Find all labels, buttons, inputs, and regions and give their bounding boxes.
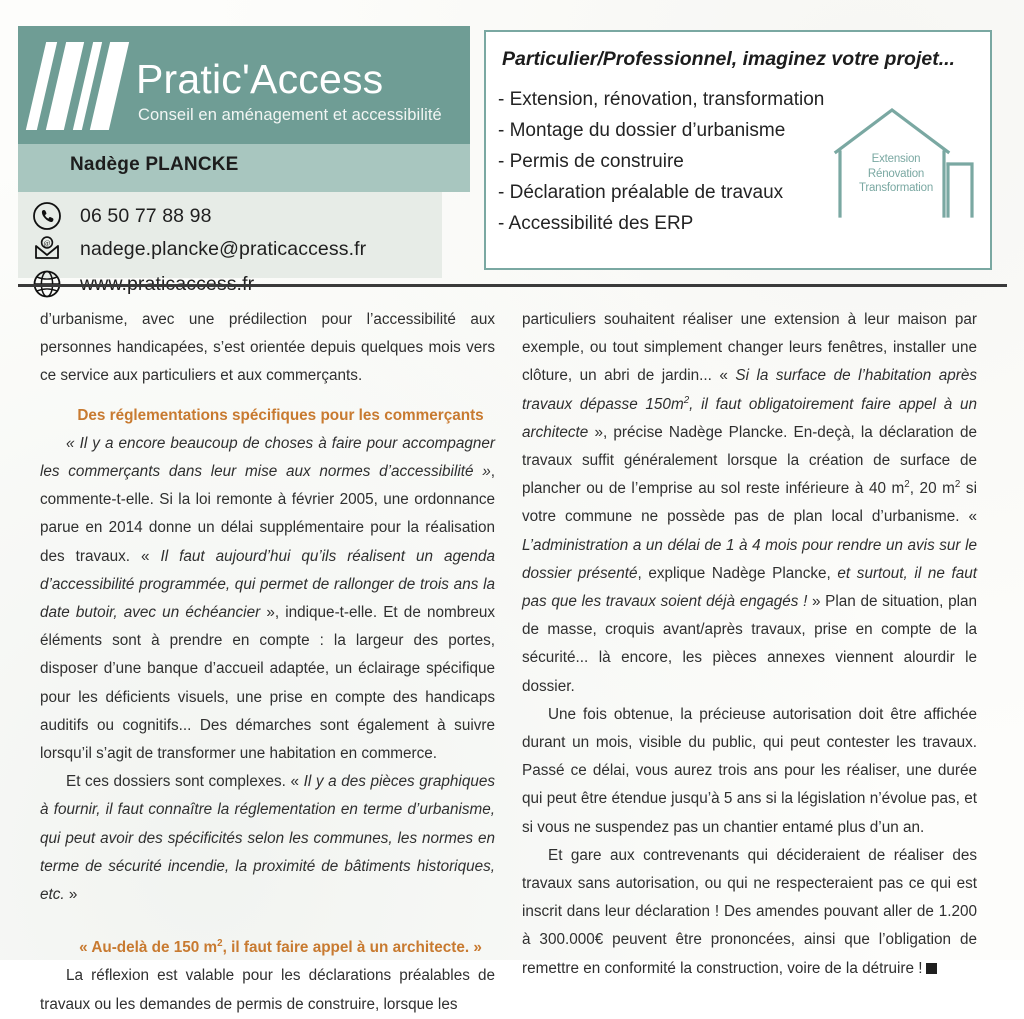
superscript-two: 2 [683,394,690,406]
advert-headline: Particulier/Professionnel, imaginez votre projet... [502,48,955,70]
service-item: - Déclaration préalable de travaux [498,182,784,203]
house-illustration [830,104,976,232]
svg-text:@: @ [43,238,51,248]
paragraph-text: si votre commune ne possède pas de plan local d’urbanisme. « [522,480,977,526]
advert-service-list [498,84,824,239]
paragraph-four [522,306,977,701]
article-right-column [522,306,977,983]
paragraph-six [522,842,977,983]
quote-text: , il faut obligatoirement faire appel à un architecte [522,395,977,441]
superscript-two: 2 [217,938,223,950]
section-divider [18,284,1007,287]
brand-tagline: Conseil en aménagement et accessibilité [138,106,442,124]
contact-phone-row [32,201,212,231]
paragraph-text: , commente-t-elle. Si la loi remonte à février 2005, une ordonnance parue en 2014 donne un délai supplémentaire pour la réalisation des travaux. « [40,463,495,565]
advertisement [18,26,992,279]
house-label: Extension [871,153,921,165]
superscript-two: 2 [904,479,910,491]
praticaccess-logo-icon [34,42,126,130]
article-left-column [40,306,495,1019]
service-item: - Permis de construire [498,151,684,172]
subheading-architecte [40,909,495,962]
quote-text: et surtout, il ne faut pas que les travaux soient déjà engagés ! [522,564,977,611]
paragraph-text: Et gare aux contrevenants qui décideraient de réaliser des travaux sans autorisation, ou qui ne respecteraient pas ce qui est inscrit dans leur déclaration ! Des amendes pouvant aller de 1.200 à 300.000€ peuvent être prononcées, ainsi que l’obligation de remettre en conformité la construction, voire de la détruire ! [522,846,977,977]
paragraph-text: particuliers souhaitent réaliser une extension à leur maison par exemple, ou tout simplement changer leurs fenêtres, installer une clôture, un abri de jardin... « [522,311,977,385]
paragraph-two [40,768,495,909]
house-label-group [844,152,948,196]
paragraph-one [40,430,495,768]
paragraph-text: », indique-t-elle. Et de nombreux éléments sont à prendre en compte : la largeur des portes, disposer d’une banque d’accueil adaptée, un éclairage spécifique pour les déficients visuels, une prise en compte des handicaps auditifs ou cognitifs... Des démarches sont également à suivre lorsqu’il s’agit de transformer une habitation en commerce. [40,604,495,763]
quote-text: Il y a des pièces graphiques à fournir, il faut connaître la réglementation en terme d’urbanisme, qui peut avoir des spécificités selon les communes, les normes en terme de sécurité incendie, la proximité de bâtiments historiques, etc. [40,773,495,904]
advert-services-panel [484,30,992,270]
phone-number: 06 50 77 88 98 [80,204,212,227]
paragraph-intro: d’urbanisme, avec une prédilection pour l’accessibilité aux personnes handicapées, s’est orientée depuis quelques mois vers ce service aux particuliers et aux commerçants. [40,311,495,385]
quote-text: Il faut aujourd’hui qu’ils réalisent un agenda d’accessibilité programmée, qui permet de rallonger de trois ans la date butoir, avec un échéancier [40,547,495,622]
service-item: - Extension, rénovation, transformation [498,89,825,110]
advert-identity-block [18,26,470,279]
subheading-text: , il faut faire appel à un architecte. » [222,939,482,957]
contact-person-name: Nadège PLANCKE [70,154,239,175]
paragraph-text: , explique Nadège Plancke, [637,564,838,582]
email-icon [32,234,62,264]
paragraph-text: Et ces dossiers sont complexes. « [66,773,304,791]
paragraph-three: La réflexion est valable pour les déclarations préalables de travaux ou les demandes de permis de construire, lorsque les [40,967,495,1013]
paragraph-text: » [64,886,78,904]
subheading-text: « Au-delà de 150 m [79,939,218,957]
email-address: nadege.plancke@praticaccess.fr [80,237,367,260]
subheading-commercants: Des réglementations spécifiques pour les commerçants [77,406,484,424]
quote-text: L’administration a un délai de 1 à 4 mois pour rendre un avis sur le dossier présenté [522,536,977,582]
house-label: Transformation [858,182,934,194]
paragraph-five: Une fois obtenue, la précieuse autorisation doit être affichée durant un mois, visible du public, qui peut contester les travaux. Passé ce délai, vous aurez trois ans pour les réaliser, une durée qui peut être étendue jusqu’à 5 ans si la législation n’évolue pas, et si vous ne suspendez pas un chantier entamé plus d’un an. [522,705,977,836]
contact-email-row [32,234,366,264]
service-item: - Montage du dossier d’urbanisme [498,120,786,141]
end-of-article-mark [926,963,937,974]
paragraph-text: , 20 m [909,480,955,498]
brand-name: Pratic'Access [136,56,384,102]
paragraph-text: », précise Nadège Plancke. En-deçà, la déclaration de travaux suffit généralement lorsque la création de surface de plancher ou de l’emprise au sol reste inférieure à 40 m [522,423,977,498]
quote-text: « Il y a encore beaucoup de choses à faire pour accompagner les commerçants dans leur mise aux normes d’accessibilité » [40,434,495,481]
superscript-two: 2 [954,479,961,491]
phone-icon [32,201,62,231]
quote-text: Si la surface de l’habitation après travaux dépasse 150m [522,367,977,413]
house-label: Rénovation [867,167,925,180]
service-item: - Accessibilité des ERP [498,213,694,234]
paragraph-text: » Plan de situation, plan de masse, croquis avant/après travaux, prise en compte de la sécurité... là encore, les pièces annexes viennent alourdir le dossier. [522,593,977,695]
